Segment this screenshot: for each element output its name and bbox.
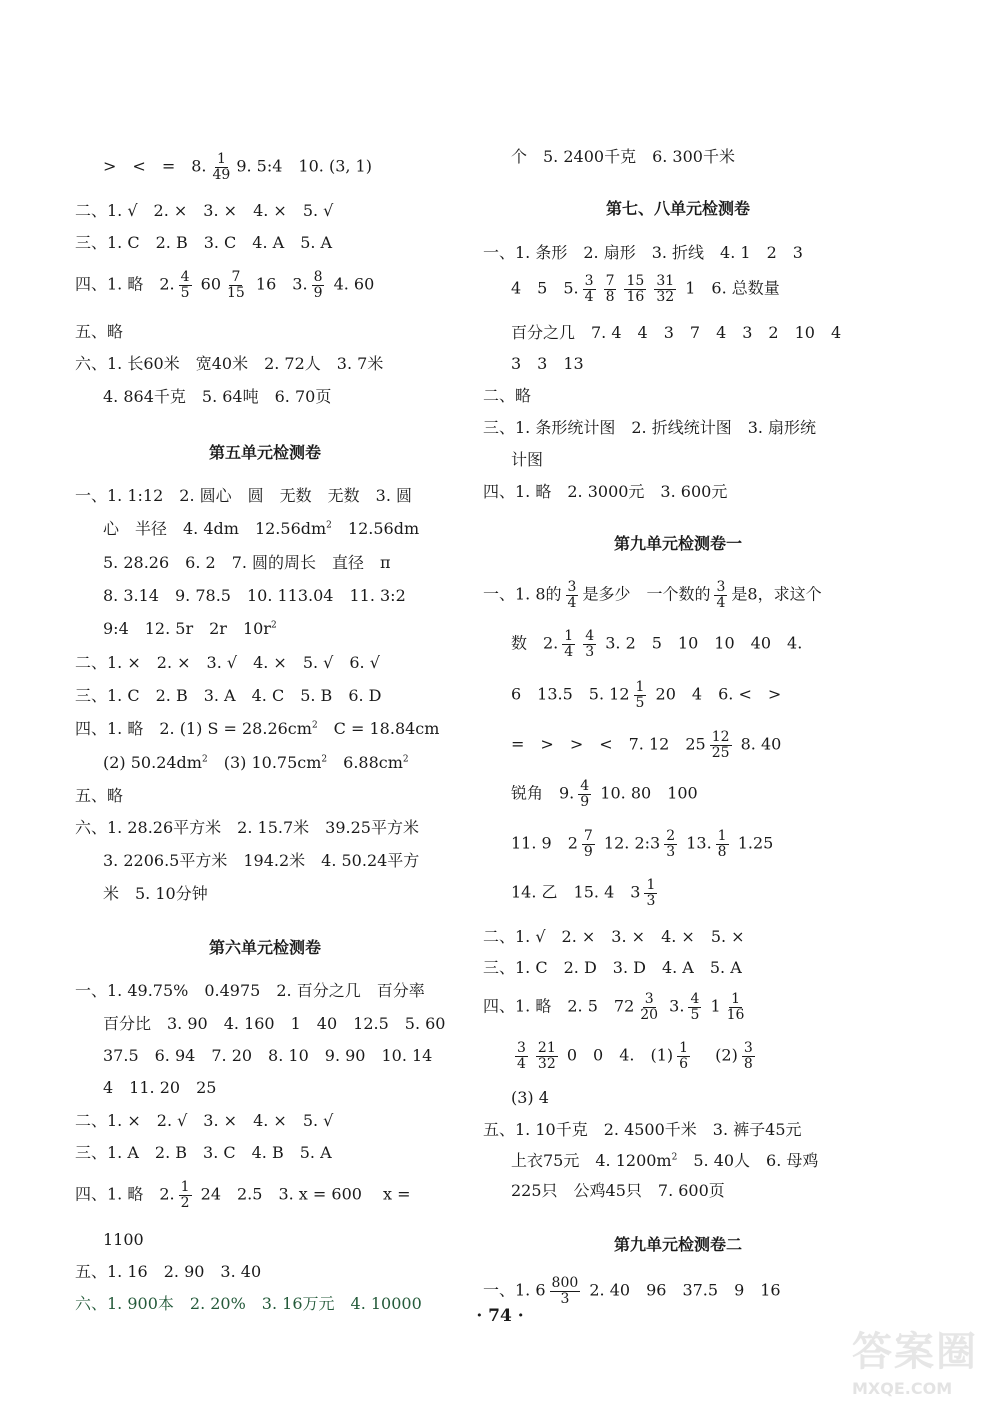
answer-line: 上衣75元 4. $1200m^2$ 5. 40人 6. 母鸡 bbox=[511, 1151, 819, 1170]
section-heading: 第九单元检测卷一 bbox=[613, 534, 742, 553]
answer-line: 225只 公鸡45只 7. 600页 bbox=[511, 1181, 725, 1200]
fraction: $\frac{1}{49}$ bbox=[212, 151, 231, 183]
answer-line: 三、1. 条形统计图 2. 折线统计图 3. 扇形统 bbox=[483, 418, 817, 437]
answer-line: 一、1. 6 $\frac{800}{3}$ 2. 40 96 37.5 9 16 bbox=[483, 1275, 781, 1307]
answer-line: 三、1. C 2. B 3. C 4. A 5. A bbox=[75, 233, 333, 252]
answer-line: 三、1. C 2. B 3. A 4. C 5. B 6. D bbox=[75, 686, 382, 705]
answer-line: 二、1. √ 2. × 3. × 4. × 5. √ bbox=[75, 201, 334, 220]
answer-line: 8. 3.14 9. 78.5 10. 113.04 11. 3:2 bbox=[103, 586, 406, 605]
answer-line: 一、1. 8的 $\frac{3}{4}$ 是多少 一个数的 $\frac{3}{4}$ 是8，求这个 bbox=[483, 579, 822, 611]
answer-line: 四、1. 略 2. $\frac{1}{2}$ 24 2.5 3. x = 600 x = bbox=[75, 1179, 411, 1211]
answer-line: (3) 4 bbox=[511, 1088, 549, 1107]
answer-line: 五、1. 10千克 2. 4500千米 3. 裤子45元 bbox=[483, 1120, 802, 1139]
answer-line: 二、1. × 2. √ 3. × 4. × 5. √ bbox=[75, 1111, 334, 1130]
section-heading: 第五单元检测卷 bbox=[208, 443, 321, 462]
answer-line: 百分比 3. 90 4. 160 1 40 12.5 5. 60 bbox=[103, 1014, 446, 1033]
answer-line: 数 2. $\frac{1}{4}$ $\frac{4}{3}$ 3. 2 5 10 10 40 4. bbox=[511, 628, 803, 660]
answer-line: 4. 864千克 5. 64吨 6. 70页 bbox=[103, 387, 332, 406]
answer-line: 三、1. A 2. B 3. C 4. B 5. A bbox=[75, 1143, 332, 1162]
answer-line: 3. 2206.5平方米 194.2米 4. 50.24平方 bbox=[103, 851, 420, 870]
answer-line: = > > < 7. 12 25 $\frac{12}{25}$ 8. 40 bbox=[511, 729, 782, 761]
answer-line: 五、1. 16 2. 90 3. 40 bbox=[75, 1262, 262, 1281]
answer-line: 14. 乙 15. 4 3 $\frac{1}{3}$ bbox=[511, 877, 656, 909]
answer-line: 二、1. × 2. × 3. √ 4. × 5. √ 6. √ bbox=[75, 653, 380, 672]
answer-line: 二、1. √ 2. × 3. × 4. × 5. × bbox=[483, 927, 745, 946]
answer-line: 一、1. 条形 2. 扇形 3. 折线 4. 1 2 3 bbox=[483, 243, 803, 262]
answer-line: 五、略 bbox=[75, 322, 124, 341]
answer-line: 心 半径 4. 4dm $12.56dm^2$ 12.56dm bbox=[103, 519, 420, 538]
answer-line: 锐角 9. $\frac{4}{9}$ 10. 80 100 bbox=[511, 778, 698, 810]
answer-line: > < = 8. $\frac{1}{49}$ 9. 5:4 10. (3, 1) bbox=[103, 151, 372, 183]
answer-line: 四、1. 略 2. 5 72 $\frac{3}{20}$ 3. $\frac{4}{5}$ 1 $\frac{1}{16}$ bbox=[483, 991, 745, 1023]
answer-line: 1100 bbox=[103, 1230, 144, 1249]
answer-line: 计图 bbox=[511, 450, 544, 469]
section-heading: 第九单元检测卷二 bbox=[613, 1235, 742, 1254]
answer-line: 二、略 bbox=[483, 386, 532, 405]
answer-line: 3 3 13 bbox=[511, 354, 584, 373]
answer-line: 4 11. 20 25 bbox=[103, 1078, 217, 1097]
answer-line: 6 13.5 5. 12 $\frac{1}{5}$ 20 4 6. < > bbox=[511, 679, 782, 711]
section-heading: 第七、八单元检测卷 bbox=[605, 199, 750, 218]
watermark-logo bbox=[852, 1320, 992, 1400]
answer-line: 11. 9 2 $\frac{7}{9}$ 12. 2:3 $\frac{2}{3}$ 13. $\frac{1}{8}$ 1.25 bbox=[511, 828, 774, 860]
answer-line: 9:4 12. 5r 2r $10r^2$ bbox=[103, 619, 277, 638]
answer-line: 六、1. 28.26平方米 2. 15.7米 39.25平方米 bbox=[75, 818, 419, 837]
answer-line: 37.5 6. 94 7. 20 8. 10 9. 90 10. 14 bbox=[103, 1046, 433, 1065]
section-heading: 第六单元检测卷 bbox=[208, 938, 321, 957]
answer-line: 一、1. 49.75% 0.4975 2. 百分之几 百分率 bbox=[75, 981, 425, 1000]
answer-line: 四、1. 略 2. $\frac{4}{5}$ 60 $\frac{7}{15}$ 16 3. $\frac{8}{9}$ 4. 60 bbox=[75, 269, 375, 301]
answer-line: $\frac{3}{4}$ $\frac{21}{32}$ 0 0 4. (1) $\frac{1}{6}$ (2) $\frac{3}{8}$ bbox=[517, 1040, 753, 1072]
answer-line: (2) $50.24dm^2$ (3) $10.75cm^2$ $6.88cm^2$ bbox=[103, 753, 409, 772]
answer-line: 一、1. 1:12 2. 圆心 圆 无数 无数 3. 圆 bbox=[75, 486, 412, 505]
answer-line: 个 5. 2400千克 6. 300千米 bbox=[511, 147, 735, 166]
answer-line: 百分之几 7. 4 4 3 7 4 3 2 10 4 bbox=[511, 323, 842, 342]
answer-line: 五、略 bbox=[75, 786, 124, 805]
answer-line: 六、1. 900本 2. 20% 3. 16万元 4. 10000 bbox=[75, 1294, 422, 1313]
answer-line: 四、1. 略 2. (1) $S = 28.26cm^2$ C = 18.84cm bbox=[75, 719, 440, 738]
answer-line: 三、1. C 2. D 3. D 4. A 5. A bbox=[483, 958, 742, 977]
watermark-url: MXQE.COM bbox=[852, 1379, 953, 1398]
page-number: · 74 · bbox=[476, 1306, 524, 1326]
watermark-mark: 答案圈 bbox=[852, 1329, 978, 1375]
answer-line: 4 5 5. $\frac{3}{4}$ $\frac{7}{8}$ $\frac{15}{16}$ $\frac{31}{32}$ 1 6. 总数量 bbox=[511, 273, 780, 305]
answer-line: 四、1. 略 2. 3000元 3. 600元 bbox=[483, 482, 728, 501]
answer-line: 5. 28.26 6. 2 7. 圆的周长 直径 π bbox=[103, 553, 391, 572]
answer-line: 米 5. 10分钟 bbox=[103, 884, 208, 903]
answer-line: 六、1. 长60米 宽40米 2. 72人 3. 7米 bbox=[75, 354, 384, 373]
